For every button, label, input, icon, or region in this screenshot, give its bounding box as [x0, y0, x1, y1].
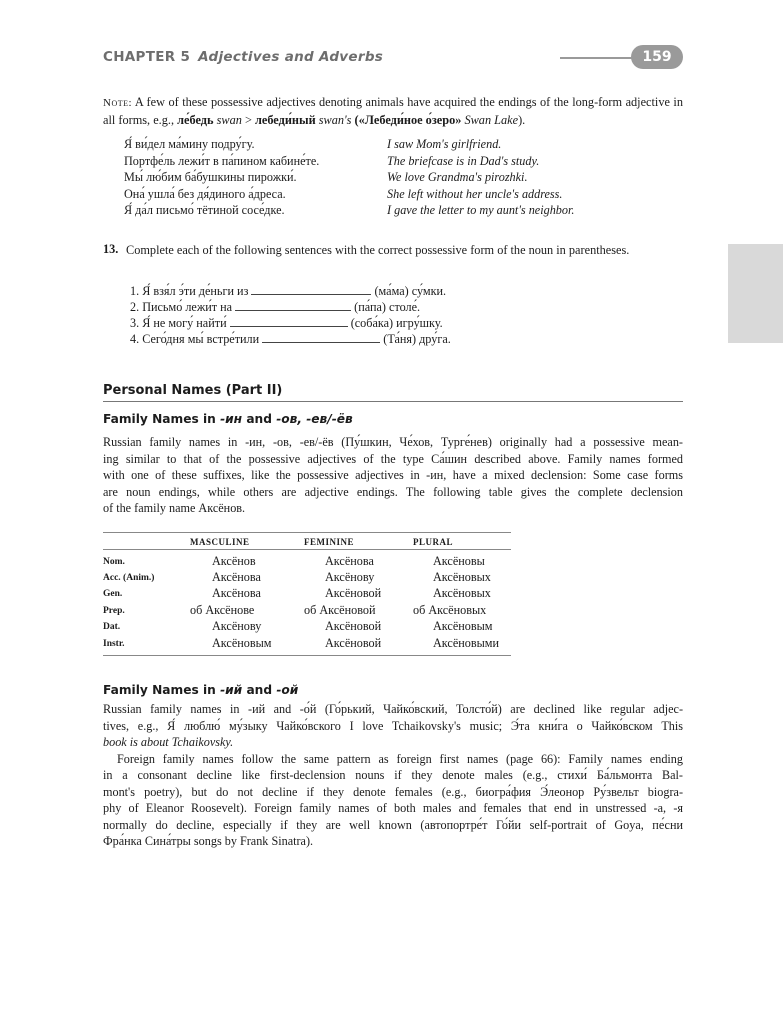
- heading-text: Family Names in: [103, 683, 221, 697]
- paragraph-iy: [103, 701, 683, 850]
- heading-and: and: [242, 683, 277, 697]
- table-header-rule: [103, 549, 511, 550]
- example-ru: Она́ ушла́ без дя́диного а́дреса.: [124, 187, 286, 201]
- cell-masculine: Аксёнова: [212, 570, 261, 584]
- text-line: with one of these suffixes, like the possessive adjectives in -ин, have a mixed declension: Some case forms: [103, 468, 683, 482]
- cell-feminine: Аксёновой: [325, 636, 382, 650]
- text-line: Russian family names in -ин, -ов, -ев/-ёв (Пу́шкин, Че́хов, Турге́нев) originally had a possessive mean-: [103, 435, 683, 449]
- item-text-before: Я́ взя́л э́ти де́ньги из: [142, 284, 249, 298]
- row-label: Nom.: [103, 557, 125, 567]
- text-line: normally do decline, especially if they are well known (автопортре́т Го́йи self-portrait of Goya, пе́сни: [103, 817, 683, 832]
- text-line: book is about Tchaikovsky.: [103, 735, 234, 749]
- cell-plural: Аксёновы: [433, 554, 485, 568]
- text-line: tives, e.g., Я́ люблю́ му́зыку Чайко́вского I love Tchaikovsky's music; Э́та кни́га о Чайко́вском This: [103, 718, 683, 733]
- cell-plural: Аксёновым: [433, 619, 493, 633]
- col-header-masculine: MASCULINE: [190, 537, 250, 547]
- exercise-item: [130, 316, 443, 331]
- header-rule: [560, 57, 640, 59]
- cell-plural: об Аксёновых: [413, 603, 487, 617]
- item-text-before: Сего́дня мы́ встре́тили: [142, 332, 260, 346]
- heading-suffix: -ин: [220, 412, 243, 426]
- paragraph-ov: [103, 434, 683, 517]
- note-label: Note:: [103, 97, 133, 109]
- item-text-before: Я́ не могу́ найти́: [142, 316, 227, 330]
- answer-blank[interactable]: [235, 300, 351, 311]
- page-number-badge: 159: [631, 45, 683, 69]
- example-ru: Я́ да́л письмо́ тётиной сосе́дке.: [124, 203, 285, 217]
- cell-feminine: Аксёнову: [325, 570, 375, 584]
- example-ru: Я́ ви́дел ма́мину подру́гу.: [124, 137, 255, 151]
- section-rule: [103, 401, 683, 402]
- text-line: in a consonant decline like first-declension nouns if they denote males (e.g., стихи́ Ба́льмонта Bal-: [103, 768, 683, 782]
- subsection-heading-ov: [103, 412, 353, 426]
- cell-feminine: Аксёнова: [325, 554, 374, 568]
- note-end: ).: [518, 112, 526, 127]
- cell-masculine: Аксёнов: [212, 554, 256, 568]
- row-label: Acc. (Anim.): [103, 573, 155, 583]
- example-en: She left without her uncle's address.: [387, 187, 563, 201]
- col-header-feminine: FEMININE: [304, 537, 355, 547]
- note-ex3-ru: («Лебеди́ное о́зеро»: [354, 112, 462, 127]
- item-text-after: (Та́ня) дру́га.: [383, 332, 451, 346]
- item-text-after: (соба́ка) игру́шку.: [350, 316, 443, 330]
- example-ru: Мы́ лю́бим ба́бушкины пирожки́.: [124, 170, 297, 184]
- answer-blank[interactable]: [230, 316, 348, 327]
- row-label: Instr.: [103, 639, 125, 649]
- row-label: Gen.: [103, 589, 123, 599]
- note-ex3-en: Swan Lake: [464, 112, 519, 127]
- text-line: Russian family names in -ий and -о́й (Го́рький, Чайко́вский, Толсто́й) are declined like regular adjec-: [103, 702, 683, 716]
- table-top-rule: [103, 532, 511, 533]
- text-line: phy of Eleanor Roosevelt). Foreign family names of both males and females that end in unstressed -а, -я: [103, 801, 683, 815]
- example-en: We love Grandma's pirozhki.: [387, 170, 528, 184]
- example-ru: Портфе́ль лежи́т в па́пином кабине́те.: [124, 154, 320, 168]
- heading-text: Family Names in: [103, 412, 221, 426]
- running-header: [103, 49, 383, 65]
- cell-masculine: Аксёновым: [212, 636, 272, 650]
- exercise-number: 13.: [103, 242, 119, 256]
- item-text-after: (па́па) столе́.: [354, 300, 421, 314]
- section-heading: Personal Names (Part II): [103, 383, 283, 398]
- heading-suffix: -ов, -ев/-ёв: [276, 412, 353, 426]
- cell-masculine: Аксёнова: [212, 586, 261, 600]
- chapter-label: CHAPTER 5: [103, 49, 191, 65]
- item-number: 2.: [130, 300, 140, 314]
- text-line: of the family name Аксёнов.: [103, 501, 246, 515]
- cell-plural: Аксёновых: [433, 570, 491, 584]
- heading-suffix: -ий: [220, 683, 243, 697]
- example-en: The briefcase is in Dad's study.: [387, 154, 540, 168]
- note-ex2-en: swan's: [318, 112, 352, 127]
- item-text-before: Письмо́ лежи́т на: [142, 300, 233, 314]
- note-ex1-en: swan: [216, 112, 242, 127]
- text-line: ing similar to that of the possessive adjectives of the type Са́шин described above. Family names formed: [103, 451, 683, 466]
- cell-feminine: об Аксёновой: [304, 603, 376, 617]
- text-line: Фра́нка Сина́тры songs by Frank Sinatra).: [103, 834, 314, 848]
- exercise-item: [130, 300, 420, 315]
- text-line: Foreign family names follow the same pattern as foreign first names (page 66): Family names ending: [117, 751, 683, 766]
- item-number: 3.: [130, 316, 140, 330]
- text-line: are noun endings, while others are adjective endings. The following table gives the complete declension: [103, 484, 683, 499]
- exercise-instruction: Complete each of the following sentences with the correct possessive form of the noun in parentheses.: [126, 243, 630, 257]
- note-ex2-ru: лебеди́ный: [254, 112, 316, 127]
- cell-feminine: Аксёновой: [325, 619, 382, 633]
- cell-masculine: Аксёнову: [212, 619, 262, 633]
- item-text-after: (ма́ма) су́мки.: [374, 284, 447, 298]
- answer-blank[interactable]: [251, 284, 371, 295]
- item-number: 1.: [130, 284, 140, 298]
- cell-masculine: об Аксёнове: [190, 603, 255, 617]
- row-label: Dat.: [103, 622, 121, 632]
- item-number: 4.: [130, 332, 140, 346]
- table-bottom-rule: [103, 655, 511, 656]
- chapter-title: Adjectives and Adverbs: [198, 49, 384, 65]
- heading-suffix: -ой: [276, 683, 299, 697]
- col-header-plural: PLURAL: [413, 537, 454, 547]
- cell-plural: Аксёновыми: [433, 636, 500, 650]
- note-arrow: >: [244, 112, 252, 127]
- example-en: I saw Mom's girlfriend.: [387, 137, 502, 151]
- note-ex1-ru: ле́бедь: [177, 112, 214, 127]
- note-paragraph: [103, 94, 683, 128]
- exercise-item: [130, 284, 446, 299]
- row-label: Prep.: [103, 606, 125, 616]
- cell-feminine: Аксёновой: [325, 586, 382, 600]
- heading-and: and: [242, 412, 277, 426]
- chapter-thumb-tab: [728, 244, 783, 343]
- note-text: A few of these possessive adjectives denoting animals have acquired the endings of the long-form adjective in all forms, e.g.,: [103, 95, 683, 127]
- example-en: I gave the letter to my aunt's neighbor.: [387, 203, 575, 217]
- text-line: mont's poetry), but do not decline if they denote females (e.g., биогра́фия Э́леонор Ру́звельт biogra-: [103, 784, 683, 799]
- cell-plural: Аксёновых: [433, 586, 491, 600]
- exercise-item: [130, 332, 451, 347]
- subsection-heading-iy: [103, 683, 298, 697]
- answer-blank[interactable]: [262, 332, 380, 343]
